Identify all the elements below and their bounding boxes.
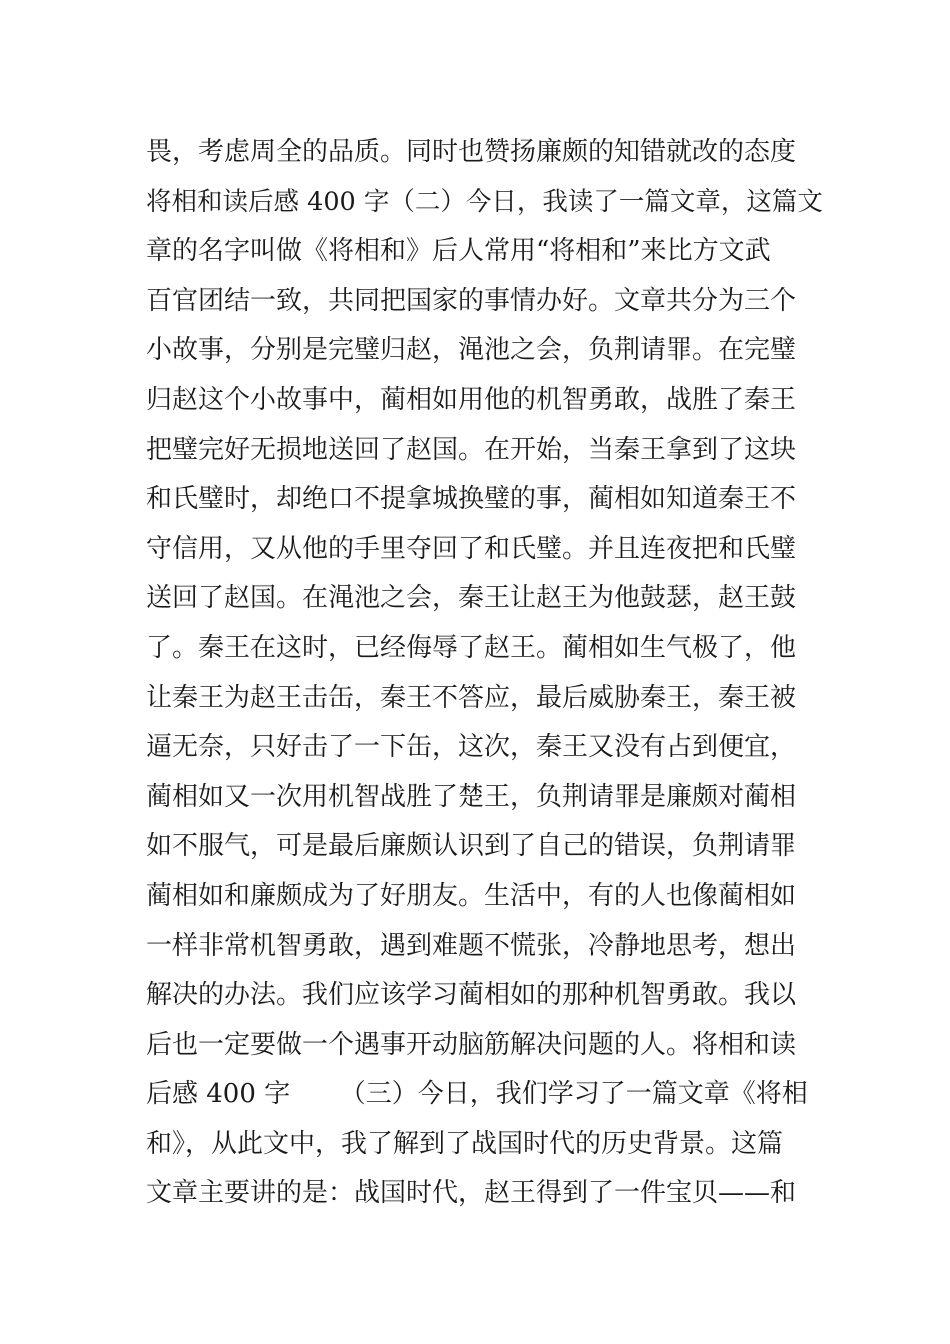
text-line: 让秦王为赵王击缶，秦王不答应，最后威胁秦王，秦王被 [146, 682, 797, 713]
text-line: 如不服气，可是最后廉颇认识到了自己的错误，负荆请罪 [146, 831, 797, 862]
text-line: 和氏璧时，却绝口不提拿城换璧的事，蔺相如知道秦王不 [146, 484, 797, 515]
text-line: 章的名字叫做《将相和》后人常用“将相和”来比方文武 [146, 236, 771, 267]
text-line: 把璧完好无损地送回了赵国。在开始，当秦王拿到了这块 [146, 434, 797, 465]
text-line: 归赵这个小故事中，蔺相如用他的机智勇敢，战胜了秦王 [146, 384, 797, 415]
text-line: 解决的办法。我们应该学习蔺相如的那种机智勇敢。我以 [146, 980, 797, 1011]
text-line: 一样非常机智勇敢，遇到难题不慌张，冷静地思考，想出 [146, 930, 797, 961]
text-line: 小故事，分别是完璧归赵，渑池之会，负荆请罪。在完璧 [146, 335, 797, 366]
text-line: 后也一定要做一个遇事开动脑筋解决问题的人。将相和读 [146, 1029, 797, 1060]
text-line: 守信用，又从他的手里夺回了和氏璧。并且连夜把和氏璧 [146, 533, 797, 564]
text-line: 畏，考虑周全的品质。同时也赞扬廉颇的知错就改的态度 [146, 137, 797, 167]
text-line: 蔺相如又一次用机智战胜了楚王，负荆请罪是廉颇对蔺相 [146, 781, 797, 812]
text-line: 蔺相如和廉颇成为了好朋友。生活中，有的人也像蔺相如 [146, 880, 797, 911]
text-line: 送回了赵国。在渑池之会，秦王让赵王为他鼓瑟，赵王鼓 [146, 583, 797, 614]
text-line: 了。秦王在这时，已经侮辱了赵王。蔺相如生气极了，他 [146, 632, 797, 663]
text-line: 逼无奈，只好击了一下缶，这次，秦王又没有占到便宜， [146, 732, 797, 763]
text-line: 文章主要讲的是：战国时代，赵王得到了一件宝贝——和 [146, 1178, 797, 1209]
text-line: 百官团结一致，共同把国家的事情办好。文章共分为三个 [146, 285, 797, 316]
body-text [146, 128, 826, 1219]
text-line: 和》，从此文中，我了解到了战国时代的历史背景。这篇 [146, 1128, 784, 1159]
text-line: 后感 400 字 （三）今日，我们学习了一篇文章《将相 [146, 1079, 808, 1110]
text-line: 将相和读后感 400 字（二）今日，我读了一篇文章，这篇文 [146, 186, 823, 217]
